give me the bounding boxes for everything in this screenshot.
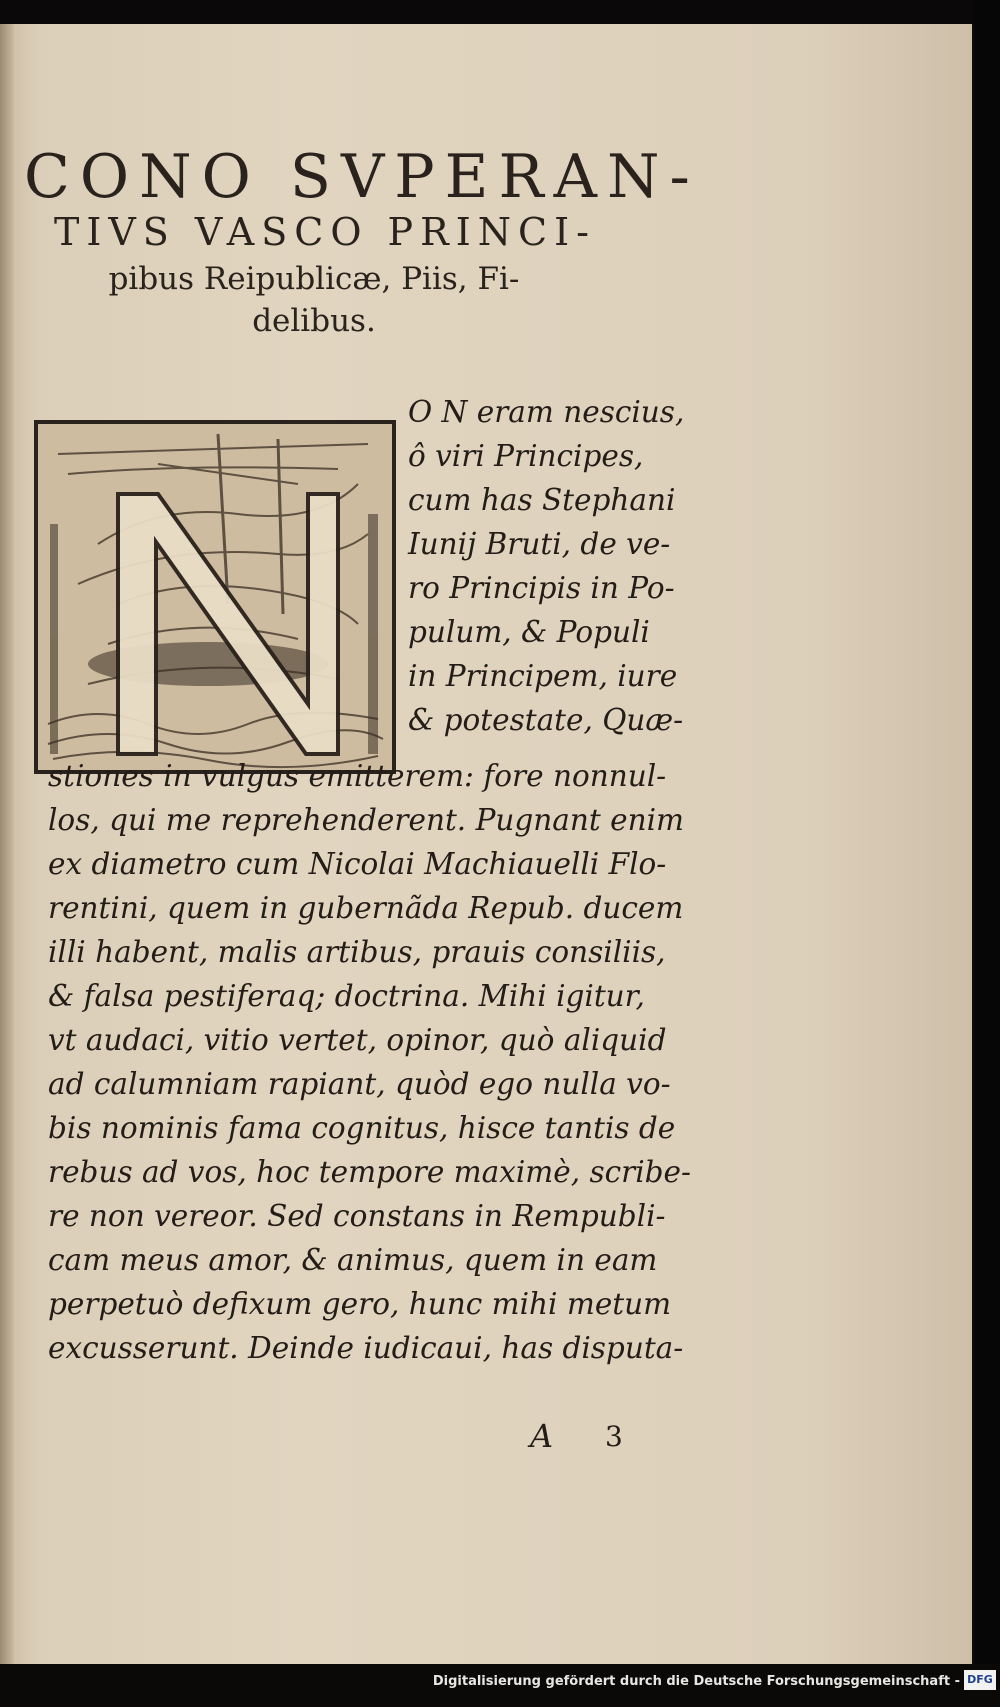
text-line: O N eram nescius,: [408, 395, 685, 429]
funding-credit: Digitalisierung gefördert durch die Deutsche Forschungsgemeinschaft -: [432, 1674, 960, 1689]
text-line: in Principem, iure: [408, 659, 678, 693]
right-scan-border: [974, 0, 1000, 1707]
dedication-heading: [24, 142, 700, 342]
text-line: ro Principis in Po-: [408, 571, 675, 605]
heading-line-2: TIVS VASCO PRINCI-: [54, 210, 596, 254]
catchword: A: [530, 1417, 554, 1455]
signature-mark: 3: [605, 1420, 623, 1453]
decorated-initial-woodcut: [34, 420, 396, 774]
text-line: cam meus amor, & animus, quem in eam: [48, 1243, 658, 1277]
book-page: [0, 24, 972, 1664]
text-line: re non vereor. Sed constans in Rempubli-: [48, 1199, 666, 1233]
text-line: & potestate, Quæ-: [408, 703, 684, 737]
text-line: pulum, & Populi: [408, 615, 650, 649]
text-line: perpetuò defixum gero, hunc mihi metum: [48, 1287, 672, 1321]
text-line: vt audaci, vitio vertet, opinor, quò aliquid: [48, 1023, 667, 1057]
text-line: stiones in vulgus emitterem: fore nonnul-: [48, 759, 667, 793]
top-scan-border: [0, 0, 1000, 24]
text-line: cum has Stephani: [408, 483, 676, 517]
body-text-block: [48, 754, 691, 1370]
heading-line-4: delibus.: [252, 303, 376, 339]
heading-line-3: pibus Reipublicæ, Piis, Fi-: [108, 261, 520, 297]
text-line: ô viri Principes,: [408, 439, 644, 473]
text-line: excusserunt. Deinde iudicaui, has disputa-: [48, 1331, 684, 1365]
text-line: bis nominis fama cognitus, hisce tantis de: [48, 1111, 676, 1145]
text-line: rebus ad vos, hoc tempore maximè, scribe-: [48, 1155, 691, 1189]
ship-woodcut-illustration: [38, 424, 392, 770]
heading-line-1: CONO SVPERAN-: [24, 142, 700, 212]
dfg-logo-icon: DFG: [964, 1670, 996, 1690]
text-line: ex diametro cum Nicolai Machiauelli Flo-: [48, 847, 667, 881]
text-line: rentini, quem in gubernãda Repub. ducem: [48, 891, 684, 925]
text-line: & falsa pestiferaq; doctrina. Mihi igitur,: [48, 979, 645, 1013]
text-line: Iunij Bruti, de ve-: [408, 527, 671, 561]
right-column-text: [408, 390, 684, 742]
page-gutter-shadow: [0, 24, 14, 1664]
text-line: illi habent, malis artibus, prauis consiliis,: [48, 935, 666, 969]
text-line: ad calumniam rapiant, quòd ego nulla vo-: [48, 1067, 671, 1101]
digitization-footer: [0, 1664, 1000, 1707]
text-line: los, qui me reprehenderent. Pugnant enim: [48, 803, 684, 837]
